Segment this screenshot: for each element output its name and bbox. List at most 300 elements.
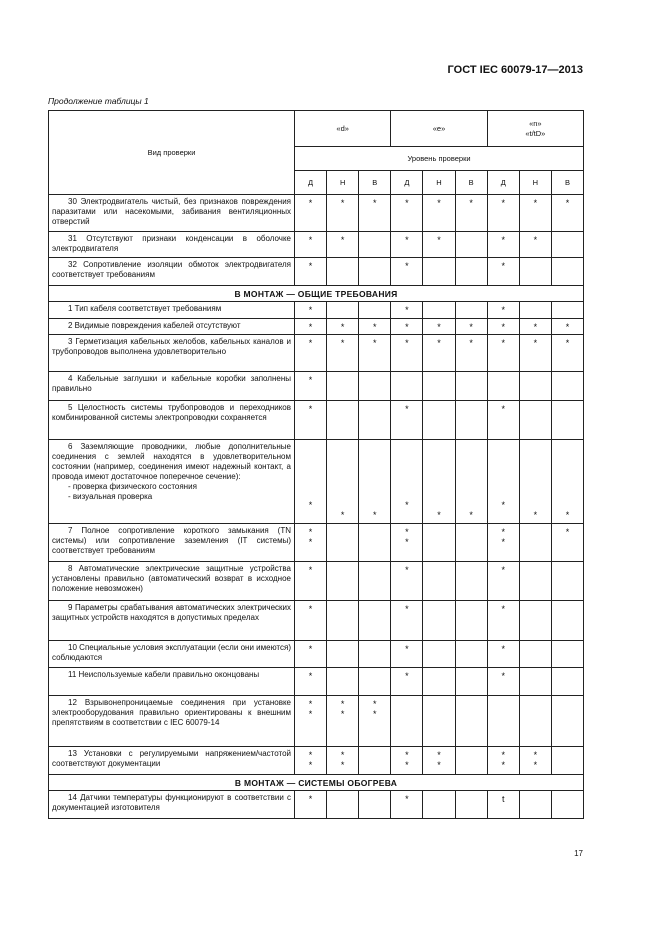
item-text: 13 Установки с регулируемыми напряжением/частотой соответствуют документации (52, 749, 291, 768)
mark-cell (423, 195, 455, 232)
inspection-item (49, 641, 295, 668)
mark (423, 527, 454, 537)
inspection-item (49, 791, 295, 819)
mark (552, 760, 583, 770)
inspection-item (49, 668, 295, 696)
mark-cell (327, 319, 359, 335)
mark: * (405, 305, 409, 315)
mark (327, 500, 358, 510)
mark: * (565, 322, 570, 332)
mark (423, 537, 454, 547)
mark-cell (455, 668, 487, 696)
mark-cell (295, 302, 327, 319)
mark: * (501, 322, 505, 332)
mark: * (373, 198, 377, 208)
mark-cell (551, 372, 583, 401)
mark: * (405, 322, 409, 332)
item-text: 10 Специальные условия эксплуатации (если они имеются) соблюдаются (52, 643, 291, 662)
mark: * (308, 537, 313, 547)
mark-cell (455, 195, 487, 232)
mark: * (565, 198, 570, 208)
mark: * (533, 760, 538, 770)
mark-cell (327, 302, 359, 319)
mark (391, 699, 422, 709)
mark: * (308, 604, 313, 614)
mark (456, 709, 487, 719)
mark-cell (519, 232, 551, 258)
mark: * (437, 198, 441, 208)
mark-cell (487, 668, 519, 696)
mark-cell (295, 372, 327, 401)
mark-cell (359, 668, 391, 696)
mark-cell (327, 335, 359, 372)
mark-cell (519, 668, 551, 696)
mark-cell (551, 335, 583, 372)
mark-cell (359, 747, 391, 775)
mark: * (308, 709, 313, 719)
mark: * (405, 404, 409, 414)
mark-cell (551, 747, 583, 775)
table-row (49, 195, 584, 232)
mark-cell (359, 232, 391, 258)
inspection-item (49, 232, 295, 258)
inspection-item (49, 319, 295, 335)
mark: * (533, 322, 538, 332)
mark-cell (423, 696, 455, 747)
mark-cell (519, 372, 551, 401)
item-text: 12 Взрывонепроницаемые соединения при установке электрооборудования правильно ориентированы к внешним препятствиям в соответствии с IEC 60079-14 (52, 698, 291, 727)
mark-cell (391, 747, 423, 775)
mark: * (405, 750, 409, 760)
table-row (49, 791, 584, 819)
inspection-item (49, 401, 295, 440)
group-header-n-ttd (487, 111, 583, 147)
mark-cell (423, 232, 455, 258)
mark: * (437, 760, 441, 770)
mark-cell (423, 668, 455, 696)
mark-cell (327, 524, 359, 562)
mark: * (501, 198, 505, 208)
mark-cell (487, 641, 519, 668)
inspection-item (49, 696, 295, 747)
mark: * (469, 322, 473, 332)
mark: * (501, 305, 505, 315)
mark (520, 537, 551, 547)
mark-cell (423, 562, 455, 601)
mark: * (437, 510, 441, 520)
mark-cell (391, 601, 423, 641)
mark-cell (327, 696, 359, 747)
inspection-item (49, 440, 295, 524)
mark-cell (295, 601, 327, 641)
table-row (49, 668, 584, 696)
mark: * (501, 338, 505, 348)
mark-cell (423, 524, 455, 562)
mark (359, 760, 390, 770)
item-text: 6 Заземляющие проводники, любые дополнительные соединения с землей находятся в удовлетворительном состоянии (например, соединения имеют надежный контакт, а провода имеют достаточное поперечное сечение): (52, 442, 291, 481)
mark: * (308, 305, 313, 315)
mark: * (533, 750, 538, 760)
mark-cell (391, 791, 423, 819)
mark-cell (519, 601, 551, 641)
inspection-item (49, 302, 295, 319)
mark-cell (551, 440, 583, 524)
mark (327, 527, 358, 537)
mark-cell (519, 302, 551, 319)
mark-cell (423, 258, 455, 286)
mark (520, 527, 551, 537)
mark-cell (295, 668, 327, 696)
table-row (49, 232, 584, 258)
mark: * (340, 235, 345, 245)
item-text: 5 Целостность системы трубопроводов и переходников комбинированной системы электропроводки сохраняется (52, 403, 291, 422)
level-cell: Д (295, 171, 327, 195)
mark-cell (487, 562, 519, 601)
mark-cell (359, 791, 391, 819)
level-header: Уровень проверки (295, 147, 584, 171)
mark-cell (391, 696, 423, 747)
mark-cell (295, 440, 327, 524)
mark: * (405, 604, 409, 614)
mark-cell (551, 232, 583, 258)
mark: * (340, 322, 345, 332)
mark (488, 709, 519, 719)
mark: * (308, 404, 313, 414)
mark (359, 500, 390, 510)
mark: * (501, 537, 505, 547)
mark-cell (359, 195, 391, 232)
mark-cell (327, 258, 359, 286)
mark-cell (455, 747, 487, 775)
mark: * (340, 198, 345, 208)
mark-cell (551, 524, 583, 562)
mark: * (405, 338, 409, 348)
mark: * (469, 510, 473, 520)
mark: * (437, 338, 441, 348)
mark-cell (295, 562, 327, 601)
inspection-item (49, 372, 295, 401)
inspection-item (49, 524, 295, 562)
level-cell: В (359, 171, 391, 195)
mark: * (308, 375, 313, 385)
mark-cell (327, 232, 359, 258)
mark: * (340, 338, 345, 348)
item-text: 30 Электродвигатель чистый, без признаков повреждения паразитами или насекомыми, забивания вентиляционных отверстий (52, 197, 291, 226)
mark: * (437, 235, 441, 245)
mark (456, 760, 487, 770)
mark: * (308, 699, 313, 709)
mark-cell (423, 601, 455, 641)
item-text: 1 Тип кабеля соответствует требованиям (68, 304, 222, 313)
group-header-n: «n» (529, 118, 542, 128)
mark-cell (359, 562, 391, 601)
mark-cell (359, 440, 391, 524)
mark-cell (519, 562, 551, 601)
mark: * (340, 699, 345, 709)
mark: * (340, 510, 345, 520)
mark: * (533, 198, 538, 208)
mark: * (405, 794, 409, 804)
mark: * (501, 565, 505, 575)
table-row (49, 562, 584, 601)
mark-cell (487, 440, 519, 524)
mark-cell (391, 372, 423, 401)
mark-cell (391, 641, 423, 668)
mark: * (308, 794, 313, 804)
mark-cell (391, 440, 423, 524)
mark-cell (327, 747, 359, 775)
inspection-table (48, 110, 584, 819)
mark-cell (391, 562, 423, 601)
mark-cell (519, 524, 551, 562)
mark-cell (423, 335, 455, 372)
table-row (49, 319, 584, 335)
mark: * (501, 644, 505, 654)
mark-cell (551, 195, 583, 232)
mark-cell (551, 319, 583, 335)
mark-cell (359, 524, 391, 562)
mark: * (373, 322, 377, 332)
mark-cell (487, 747, 519, 775)
inspection-item (49, 258, 295, 286)
table-row (49, 401, 584, 440)
item-text: 4 Кабельные заглушки и кабельные коробки заполнены правильно (52, 374, 291, 393)
mark: * (373, 510, 377, 520)
mark-cell (487, 258, 519, 286)
mark-cell (455, 335, 487, 372)
mark: * (533, 338, 538, 348)
mark-cell (487, 335, 519, 372)
level-cell: Н (519, 171, 551, 195)
mark-cell (295, 401, 327, 440)
mark (423, 699, 454, 709)
mark: * (405, 760, 409, 770)
mark-cell (455, 372, 487, 401)
table-row (49, 747, 584, 775)
mark: * (501, 671, 505, 681)
mark-cell (455, 440, 487, 524)
mark-cell (359, 641, 391, 668)
mark-cell (391, 668, 423, 696)
group-header-e: «e» (391, 111, 487, 147)
mark-cell (487, 302, 519, 319)
mark-cell (359, 302, 391, 319)
mark (359, 527, 390, 537)
mark-cell (423, 302, 455, 319)
mark-cell (391, 258, 423, 286)
mark-cell (359, 401, 391, 440)
mark-cell (295, 195, 327, 232)
inspection-item (49, 335, 295, 372)
item-text: 2 Видимые повреждения кабелей отсутствуют (68, 321, 241, 330)
item-text: 11 Неиспользуемые кабели правильно оконцованы (68, 670, 260, 679)
mark: * (533, 235, 538, 245)
mark-cell (519, 696, 551, 747)
mark-cell (295, 791, 327, 819)
mark: * (340, 760, 345, 770)
mark-cell (551, 791, 583, 819)
table-row (49, 524, 584, 562)
mark-cell (359, 319, 391, 335)
mark-cell (295, 335, 327, 372)
inspection-item (49, 562, 295, 601)
level-cell: В (455, 171, 487, 195)
mark-cell (359, 258, 391, 286)
item-text: 32 Сопротивление изоляции обмоток электродвигателя соответствует требованиям (52, 260, 291, 279)
mark: * (405, 537, 409, 547)
mark-cell (327, 195, 359, 232)
mark: * (501, 404, 505, 414)
mark: * (405, 565, 409, 575)
mark: t (501, 794, 505, 804)
mark (552, 500, 583, 510)
level-cell: Н (327, 171, 359, 195)
mark-cell (519, 335, 551, 372)
group-header-d: «d» (295, 111, 391, 147)
mark-cell (423, 440, 455, 524)
mark: * (565, 510, 570, 520)
mark-cell (551, 302, 583, 319)
mark-cell (551, 696, 583, 747)
mark-cell (359, 601, 391, 641)
mark-cell (551, 258, 583, 286)
mark-cell (519, 401, 551, 440)
mark: * (340, 750, 345, 760)
mark: * (405, 500, 409, 510)
mark-cell (487, 195, 519, 232)
mark: * (308, 500, 313, 510)
mark-cell (327, 401, 359, 440)
mark-cell (327, 372, 359, 401)
mark: * (501, 750, 505, 760)
mark: * (565, 338, 570, 348)
mark-cell (391, 401, 423, 440)
mark-cell (295, 319, 327, 335)
mark: * (308, 527, 313, 537)
mark (391, 709, 422, 719)
mark-cell (327, 440, 359, 524)
mark: * (533, 510, 538, 520)
mark: * (405, 671, 409, 681)
mark: * (501, 235, 505, 245)
mark: * (501, 760, 505, 770)
table-row (49, 696, 584, 747)
table-caption: Продолжение таблицы 1 (48, 96, 149, 106)
mark-cell (359, 696, 391, 747)
section-row (49, 775, 584, 791)
mark-cell (519, 195, 551, 232)
mark-cell (455, 232, 487, 258)
mark-cell (295, 641, 327, 668)
mark: * (308, 671, 313, 681)
level-cell: В (551, 171, 583, 195)
level-cell: Д (391, 171, 423, 195)
mark: * (437, 750, 441, 760)
table-row (49, 335, 584, 372)
mark (456, 527, 487, 537)
mark: * (308, 198, 313, 208)
mark-cell (391, 302, 423, 319)
mark-cell (391, 195, 423, 232)
mark-cell (391, 524, 423, 562)
mark: * (469, 338, 473, 348)
inspection-item (49, 747, 295, 775)
mark: * (437, 322, 441, 332)
mark: * (308, 644, 313, 654)
item-text: 8 Автоматические электрические защитные устройства установлены правильно (автоматический возврат в исходное положение невозможен) (52, 564, 291, 593)
mark: * (373, 338, 377, 348)
mark: * (565, 527, 570, 537)
mark-cell (455, 641, 487, 668)
mark-cell (487, 372, 519, 401)
mark-cell (551, 401, 583, 440)
mark (552, 709, 583, 719)
mark (488, 699, 519, 709)
section-heading: В МОНТАЖ — ОБЩИЕ ТРЕБОВАНИЯ (49, 286, 584, 302)
mark-cell (359, 372, 391, 401)
mark (359, 537, 390, 547)
mark-cell (487, 319, 519, 335)
mark-cell (455, 258, 487, 286)
mark (552, 750, 583, 760)
table-row (49, 372, 584, 401)
mark (359, 750, 390, 760)
mark-cell (327, 641, 359, 668)
mark-cell (391, 232, 423, 258)
mark-cell (295, 747, 327, 775)
mark (327, 537, 358, 547)
mark-cell (519, 258, 551, 286)
mark-cell (327, 791, 359, 819)
mark-cell (295, 696, 327, 747)
mark: * (405, 527, 409, 537)
mark: * (501, 604, 505, 614)
level-cell: Д (487, 171, 519, 195)
mark-cell (359, 335, 391, 372)
item-text: 7 Полное сопротивление короткого замыкания (TN системы) или сопротивление заземления (IT системы) соответствует требованиям (52, 526, 291, 555)
mark-cell (519, 319, 551, 335)
item-text: 3 Герметизация кабельных желобов, кабельных каналов и трубопроводов выполнена удовлетворительно (52, 337, 291, 356)
mark-cell (455, 302, 487, 319)
mark: * (373, 709, 377, 719)
mark-cell (423, 401, 455, 440)
mark: * (308, 750, 313, 760)
item-subpoint: - проверка физического состояния (68, 482, 197, 491)
mark: * (308, 261, 313, 271)
mark-cell (551, 562, 583, 601)
inspection-item (49, 195, 295, 232)
mark-cell (423, 747, 455, 775)
mark-cell (455, 401, 487, 440)
mark-cell (455, 601, 487, 641)
mark-cell (551, 668, 583, 696)
table-row (49, 440, 584, 524)
mark (488, 510, 519, 520)
mark-cell (455, 319, 487, 335)
item-text: 9 Параметры срабатывания автоматических электрических защитных устройств находятся в допустимых пределах (52, 603, 291, 622)
mark (456, 537, 487, 547)
mark (423, 709, 454, 719)
mark (456, 750, 487, 760)
mark: * (469, 198, 473, 208)
mark-cell (455, 562, 487, 601)
mark-cell (487, 524, 519, 562)
mark-cell (327, 668, 359, 696)
mark-cell (519, 791, 551, 819)
mark: * (308, 338, 313, 348)
standard-designation: ГОСТ IEC 60079-17—2013 (447, 64, 583, 76)
mark: * (405, 261, 409, 271)
